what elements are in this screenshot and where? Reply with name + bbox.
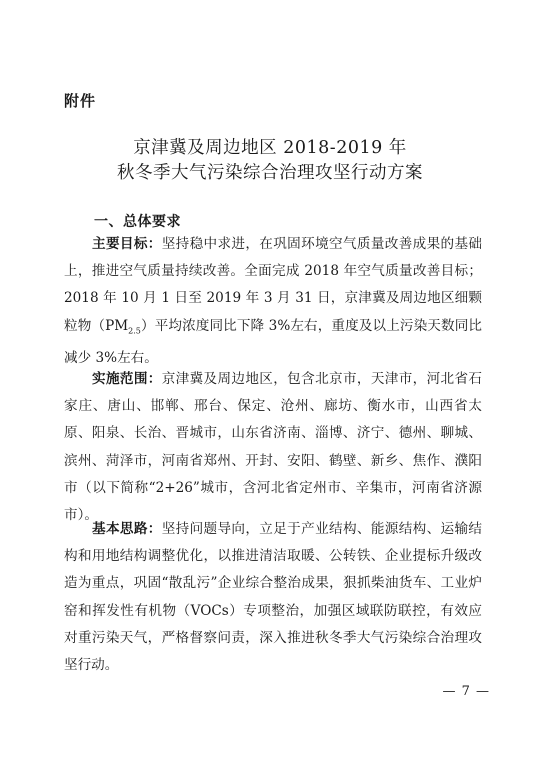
paragraph-approach — [64, 516, 482, 679]
paragraph-scope — [64, 366, 482, 529]
paragraph-lead: 基本思路： — [92, 521, 162, 537]
document-title-line2: 秋冬季大气污染综合治理攻坚行动方案 — [117, 163, 423, 183]
document-title-line1: 京津冀及周边地区 2018-2019 年 — [133, 138, 407, 158]
paragraph-text: 坚持问题导向，立足于产业结构、能源结构、运输结构和用地结构调整优化，以推进清洁取暖、公转铁、企业提标升级改造为重点，巩固“散乱污”企业综合整治成果，狠抓柴油货车、工业炉窑和挥发性有机物（VOCs）专项整治，加强区域联防联控，有效应对重污染天气，严格督察问责，深入推进秋冬季大气污染综合治理攻坚行动。 — [64, 521, 483, 674]
paragraph-lead: 实施范围： — [92, 371, 162, 387]
pm-subscript: 2.5 — [128, 326, 141, 336]
page-number: — 7 — — [442, 684, 490, 699]
paragraph-text: 坚持稳中求进，在巩固环境空气质量改善成果的基础上，推进空气质量持续改善。全面完成 2018 年空气质量改善目标；2018 年 10 月 1 日至 2019 年 3 月 31 日，京津冀及周边地区细颗粒物（PM — [64, 236, 483, 334]
section-heading: 一、总体要求 — [94, 214, 181, 230]
attachment-label: 附件 — [64, 92, 97, 110]
paragraph-text: 京津冀及周边地区，包含北京市，天津市，河北省石家庄、唐山、邯郸、邢台、保定、沧州、廊坊、衡水市，山西省太原、阳泉、长治、晋城市，山东省济南、淄博、济宁、德州、聊城、滨州、菏泽市，河南省郑州、开封、安阳、鹤壁、新乡、焦作、濮阳市（以下简称“2+26”城市，含河北省定州市、辛集市，河南省济源市）。 — [64, 371, 483, 524]
paragraph-text-continued: ）平均浓度同比下降 3%左右，重度及以上污染天数同比减少 3%左右。 — [64, 317, 482, 366]
paragraph-goals — [64, 231, 482, 372]
paragraph-lead: 主要目标： — [92, 236, 162, 252]
